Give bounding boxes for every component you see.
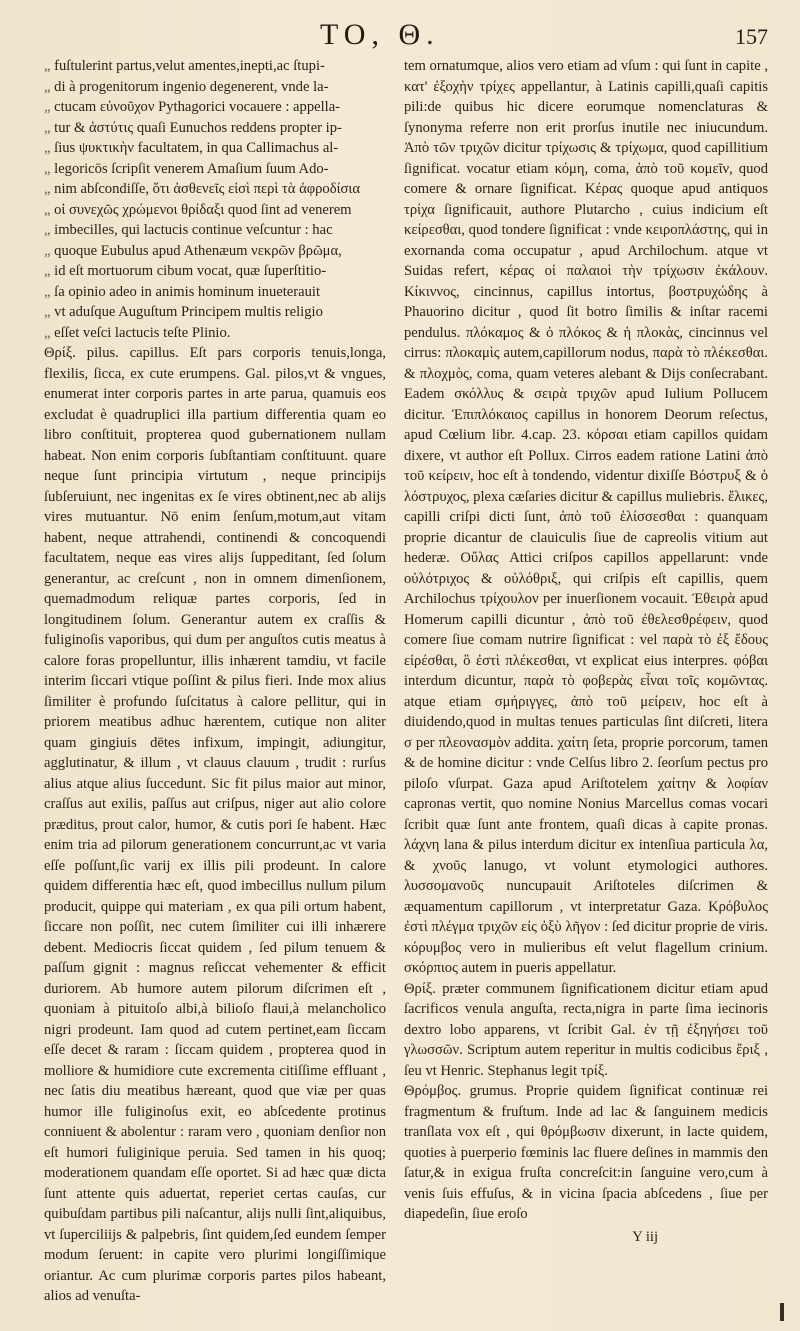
quote-line: „ di à progenitorum ingenio degenerent, vnde la-: [44, 77, 386, 98]
quote-line: „ tur & ἀστύτις quaſi Eunuchos reddens propter ip-: [44, 118, 386, 139]
running-head: TO, Θ.: [320, 18, 440, 51]
right-column: [404, 56, 768, 1247]
quote-line: „ vt aduſque Auguſtum Principem multis religio: [44, 302, 386, 323]
quote-line: „ id eſt mortuorum cibum vocat, quæ ſuperſtitio-: [44, 261, 386, 282]
quote-line: „ imbecilles, qui lactucis continue veſcuntur : hac: [44, 220, 386, 241]
corner-mark: [780, 1303, 784, 1321]
quote-line: „ οἱ συνεχῶς χρώμενοι θρίδαξι quod ſint ad venerem: [44, 200, 386, 221]
signature-mark: Y iij: [632, 1228, 658, 1245]
entry-thrix-second: Θρίξ. præter communem ſignificationem dicitur etiam apud ſacrificos venula anguſta, recta,nigra in parte ſima iecinoris dextro lobo apparens, vt ſcribit Gal. ἐν τῇ ἐξηγήσει τοῦ γλωσσῶν. Scriptum autem reperitur in multis codicibus ἔριξ , ſeu vt Henric. Stephanus legit τρίξ.: [404, 980, 768, 1079]
quote-line: „ ſa opinio adeo in animis hominum inueterauit: [44, 282, 386, 303]
quote-line: „ fuſtulerint partus,velut amentes,inepti,ac ſtupi-: [44, 56, 386, 77]
entry-continuation: tem ornatumque, alios vero etiam ad vſum : qui ſunt in capite , κατ' ἐξοχὴν τρίχες appellantur, à Latinis capilli,quaſi capitis pili:de quibus hic dicere eorumque nomenclaturas & ſynonyma referre non erit prorſus inutile nec iniucundum. Ἀπὸ τῶν τριχῶν dicitur τρίχωσις & τρίχωμα, quod capillitium ſignificat. vocatur etiam κόμη, coma, ἀπὸ τοῦ κομεῖν, quod comere & ornare ſignificat. Κέρας quoque apud antiquos τρίχα ſignificauit, authore Plutarcho , cuius indicium eſt κείρεσθαι, quod tondere ſignificat : vnde κειροπλάστης, qui in exornanda coma occupatur , apud Archilochum. atque vt Suidas refert, κέρας οἱ παλαιοὶ τὴν τρίχωσιν ἐκάλουν. Κίκιννος, cincinnus, capillus intortus, βοστρυχώδης à Phauorino dicitur , quod ſit botro ſimilis & inſtar racemi pendulus. πλόκαμος & ὁ πλόκος & ἡ πλοκὰς, cincinnus vel cirrus: πλοκαμὶς autem,capillorum nodus, παρὰ τὸ πλέκεσθαι. & πλοχμὸς, coma, quam veteres alebant & Dijs conſecrabant. Eadem σκόλλυς & σειρὰ τριχῶν apud Iulium Pollucem dicitur. Ἐπιπλόκαιος capillus in honorem Deorum reſectus, apud Cœlium libr. 4.cap. 23. κόρσαι etiam capillos quidam dixere, vt author eſt Pollux. Cirros eadem ratione Latini ἀπὸ τοῦ κείρειν, hoc eſt à tondendo, videntur dixiſſe Βόστρυξ & ὁ λόστρυχος, plexa cæſaries dicitur & capillus muliebris. ἕλικες, capilli criſpi dicti ſunt, ἀπὸ τοῦ ἑλίσσεσθαι : quanquam proprie dicantur de clauiculis ſiue de capreolis vitium aut hederæ. Οὔλας Attici criſpos capillos appellarunt: vnde οὐλότριχος & οὐλόθριξ, qui criſpis eſt capillis, quem Archilochus τρίχουλον per inuerſionem vocauit. Ἐθειρὰ apud Homerum capilli dicuntur , ἀπὸ τοῦ ἐθελεσθρέφειν, quod comere ſiue comam nutrire ſignificat : vel παρὰ τὸ ἐξ ἔδους εἰρέσθαι, ὃ ἐστὶ πλέκεσθαι, vt explicat eius interpres. φόβαι interdum dicuntur, παρὰ τὸ φοβερὰς εἶναι τοῖς κομῶντας. atque etiam σμήριγγες, ἀπὸ τοῦ μείρειν, hoc eſt à diuidendo,quod in multas tenues particulas ſint diſcreti, litera σ per πλεονασμὸν addita. χαίτη ſeta, proprie porcorum, tamen & de homine dicitur : vnde Celſus libro 2. ſeorſum pectus pro piloſo vſurpat. Gaza apud Ariſtotelem χαίτην & λοφίαν capronas vertit, quo nomine Nonius Marcellus comas vocari ſcribit quæ ſunt ante frontem, quaſi dicas à capite pronas. λάχνη lana & pilus interdum dicitur ex intenſiua particula λα, & χνοῦς lanugo, vt volunt etymologici authores. λυσσομανοῦς nuncupauit Ariſtoteles diſcrimen & æquamentum capillorum , vt interpretatur Gaza. Κρόβυλος ἐστὶ πλέγμα τριχῶν εἰς ὀξὺ λῆγον : ſed dicitur proprie de viris. κόρυμβος vero in mulieribus eſt velut flagellum crinium. σκόρπιος autem in pueris appellatur.: [404, 58, 768, 976]
quote-line: „ nim abſcondiſſe, ὅτι ἀσθενεῖς εἰσὶ περὶ τὰ ἀφροδίσια: [44, 179, 386, 200]
page-number: 157: [735, 24, 768, 49]
quote-line: „ ctucam εὐνοῦχον Pythagorici vocauere : appella-: [44, 97, 386, 118]
quote-line: „ eſſet veſci lactucis teſte Plinio.: [44, 323, 386, 344]
quote-line: „ quoque Eubulus apud Athenæum νεκρῶν βρῶμα,: [44, 241, 386, 262]
entry-thrombos: Θρόμβος. grumus. Proprie quidem ſignificat continuæ rei fragmentum & fruſtum. Inde ad lac & ſanguinem medicis tranſlata vox eſt , qui θρόμβωσιν dixerunt, in lacte quidem, quoties à puerperio fœminis lac fluere deſines in mammis den ſatur,& in exigua fruſta concreſcit:in ſanguine vero,cum à venis ſuis effuſus, & in vicina ſpacia abſcedens , ſiue per diapedeſin, ſiue eroſo: [404, 1083, 768, 1222]
quote-line: „ legoricōs ſcripſit venerem Amaſium ſuum Ado-: [44, 159, 386, 180]
entry-thrix: Θρίξ. pilus. capillus. Eſt pars corporis tenuis,longa, flexilis, ſicca, ex cute erumpens. Gal. pilos,vt & vngues, enumerat inter corporis partes in arte parua, quamuis eos excludat è quadruplici illa partium differentia quam eo libro conſtituit, propterea quod gubernationem nullam habeat. Non enim corporis ſubſtantiam conſtituunt. quare neque ſunt principia virtutum , neque principijs ſubſeruiunt, nec ingenitas ex ſe vires obtinent,nec ab alijs vires mutuantur. Nō enim ſenſum,motum,aut vitam habent, neque attrahendi, continendi & concoquendi facultatem, neque eas vires alijs ſuppeditant, ſed ſolum generantur, ac creſcunt , non in omnem dimenſionem, quemadmodum reliquæ partes corporis, ſed in longitudinem ſolum. Generantur autem ex craſſis & fuliginoſis vaporibus, qui dum per anguſtos cutis meatus à calore foras propelluntur, illis inhærent tamdiu, vt facile interim ſiccari vtique poſſint & pilus fieri. Inde mox alius ſimiliter è profundo ſuſcitatus à calore pellitur, qui in priorem meatibus adhuc hærentem, cutique non aliter quam gingiuis dētes infixum, impingit, adiungitur, agglutinatur, & illum , vt clauus clauum , trudit : rurſus alius atque alius ſuccedunt. Sic fit pilus maior aut minor, craſſus aut exilis, paſſus aut criſpus, niger aut alio colore præditus, prout calor, humor, & cutis pori ſe habent. Hæc enim tria ad pilorum generationem concurrunt,ac vt varia eſſe poſſunt,ſic varij ex illis pili prodeunt. In calore quidem differentia hæc eſt, quod imbecillus nullum pilum producit, quippe qui materiam , ex qua pili ortum habent, ſiccare non poſſit, nec cutem ſimiliter cui illi inhærere debent. Mediocris ſiccat quidem , ſed pilum tenuem & paſſum gignit : magnus reſiccat vehementer & efficit duriorem. Ab humore autem pilorum diſcrimen eſt , quoniam à pituitoſo albi,à bilioſo flaui,à melancholico nigri prodeunt. Iam quod ad cutem pertinet,eam ſiccam eſſe decet & raram : ſiccam quidem , propterea quod in molliore & humidiore cute excrementa citiſſime effluant , nec ſatis diu meatibus hæreant, quod que viæ per quas humor ille fuliginoſus exit, eo abſcedente protinus conniuent & abolentur : raram vero , quoniam denſior non eſt humori fuliginique peruia. Sed tamen in his quoq; moderationem quandam eſſe oportet. Si ad hæc quæ dicta ſunt attente quis aduertat, reperiet certas cauſas, cur quibuſdam partibus pili naſcantur, alijs nulli ſint,aliquibus, vt ſuperciliijs & palpebris, ſint quidem,ſed eundem ſemper modum ſeruent: in capite vero plurimi longiſſimique oriantur. Ac cum plurimæ corporis partes pilos habeant, alios ad venuſta-: [44, 345, 386, 1304]
page-footer: [404, 1227, 768, 1248]
quoted-passage: [44, 56, 386, 343]
quote-line: „ ſius ψυκτικὴν facultatem, in qua Callimachus al-: [44, 138, 386, 159]
left-column: [44, 56, 386, 1307]
page-header: [0, 18, 800, 54]
